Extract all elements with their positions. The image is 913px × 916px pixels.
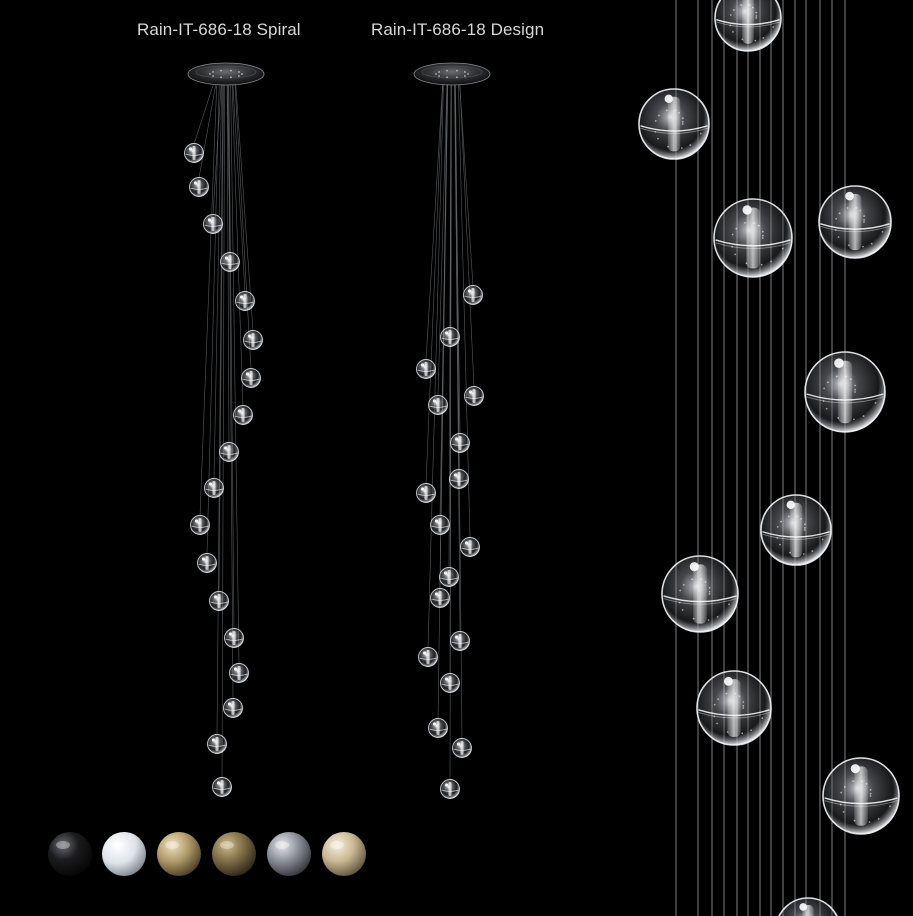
glass-globe-closeup xyxy=(823,758,899,834)
glass-globe xyxy=(205,479,224,498)
glass-globe xyxy=(453,739,472,758)
glass-globe xyxy=(220,443,239,462)
glass-globe-closeup xyxy=(819,186,891,258)
glass-globe xyxy=(429,396,448,415)
suspension-wire xyxy=(460,80,474,387)
glass-globe xyxy=(198,554,217,573)
glass-globe xyxy=(224,699,243,718)
glass-globe xyxy=(440,568,459,587)
glass-globe xyxy=(190,178,209,197)
glass-globe xyxy=(450,470,469,489)
suspension-wires xyxy=(194,0,845,916)
glass-globe xyxy=(234,406,253,425)
suspension-wire xyxy=(235,80,251,369)
glass-globe xyxy=(431,516,450,535)
closeup-glass-globes xyxy=(639,0,899,916)
glass-globe-closeup xyxy=(714,199,792,277)
glass-globe xyxy=(221,253,240,272)
glass-globe-closeup xyxy=(761,495,831,565)
finish-swatches xyxy=(48,832,366,876)
glass-globe xyxy=(244,331,263,350)
glass-globe xyxy=(185,144,204,163)
glass-globe-closeup xyxy=(805,352,885,432)
glass-globe xyxy=(461,538,480,557)
suspension-wire xyxy=(194,80,215,144)
glass-globe xyxy=(204,215,223,234)
glass-globe xyxy=(417,360,436,379)
glass-globe xyxy=(431,589,450,608)
glass-globe xyxy=(208,735,227,754)
product-title-spiral: Rain-IT-686-18 Spiral xyxy=(137,20,301,39)
ceiling-canopies xyxy=(188,63,490,85)
glass-globe-closeup xyxy=(639,89,709,159)
glass-globe xyxy=(191,516,210,535)
finish-swatch-black xyxy=(48,832,92,876)
glass-globe xyxy=(242,369,261,388)
glass-globe xyxy=(429,719,448,738)
glass-globe xyxy=(213,778,232,797)
finish-swatch-champagne xyxy=(322,832,366,876)
glass-globe xyxy=(236,292,255,311)
suspension-wire xyxy=(228,80,233,699)
glass-globe-closeup xyxy=(697,671,771,745)
ceiling-canopy xyxy=(188,63,264,85)
finish-swatch-brass xyxy=(157,832,201,876)
finish-swatch-bronze xyxy=(212,832,256,876)
ceiling-canopy xyxy=(414,63,490,85)
suspension-wire xyxy=(229,80,234,629)
glass-globe xyxy=(464,286,483,305)
glass-globe-closeup xyxy=(662,556,738,632)
glass-globe xyxy=(441,328,460,347)
suspension-wire xyxy=(455,80,460,632)
glass-globe xyxy=(451,632,470,651)
finish-swatch-chrome xyxy=(267,832,311,876)
glass-globe xyxy=(417,484,436,503)
glass-globe xyxy=(225,629,244,648)
glass-globe-closeup xyxy=(776,898,840,916)
product-title-design: Rain-IT-686-18 Design xyxy=(371,20,545,39)
glass-globe xyxy=(465,387,484,406)
finish-swatch-white xyxy=(102,832,146,876)
glass-globe xyxy=(451,434,470,453)
glass-globe xyxy=(230,664,249,683)
glass-globe xyxy=(441,674,460,693)
glass-globe xyxy=(210,592,229,611)
glass-globe xyxy=(441,780,460,799)
glass-globe xyxy=(419,648,438,667)
